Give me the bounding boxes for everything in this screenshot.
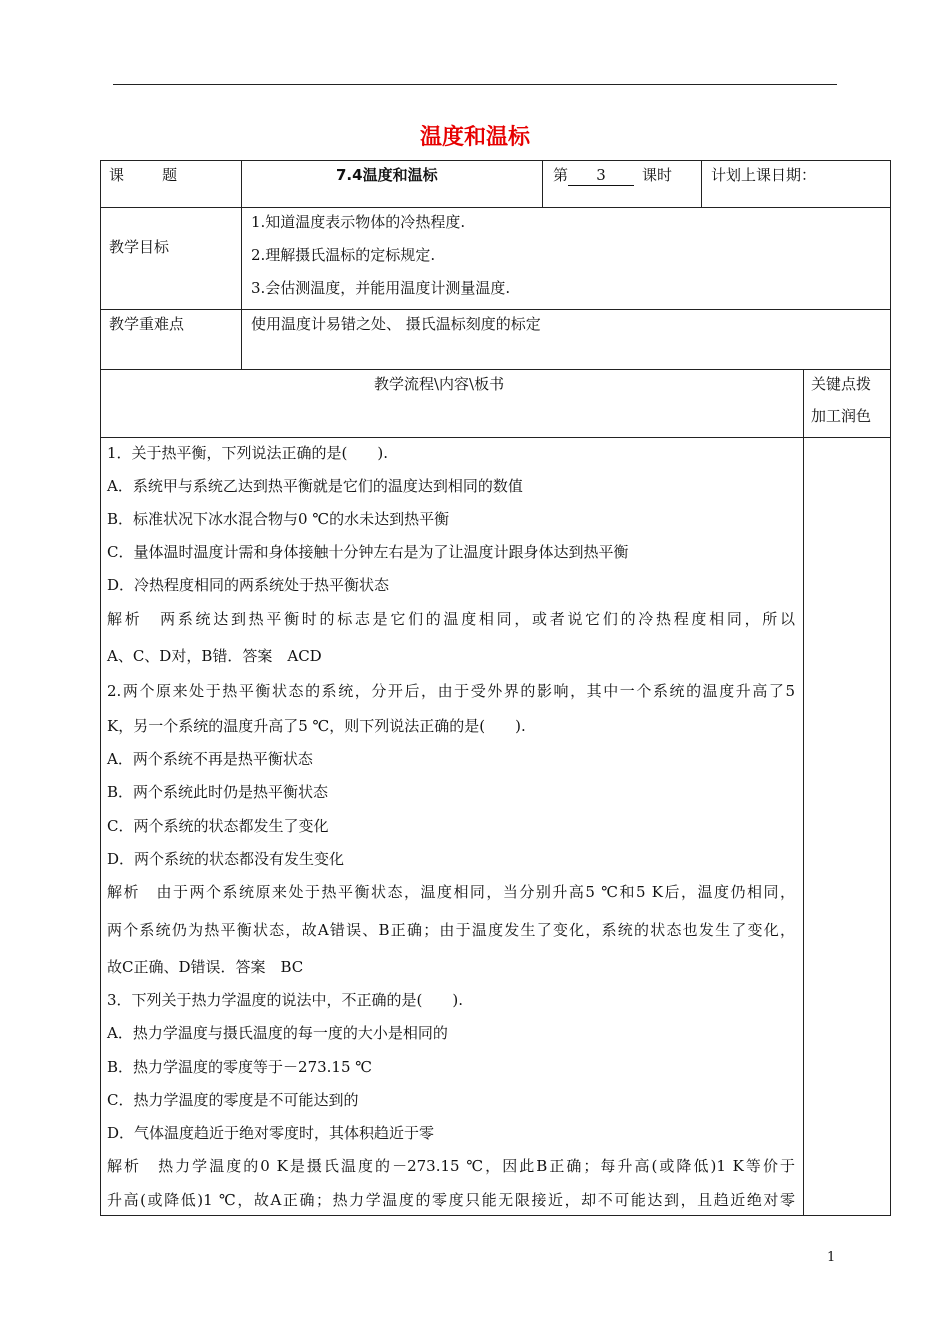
period-value: 3 — [568, 165, 634, 186]
key-points-label: 教学重难点 — [109, 315, 185, 333]
content-line: D．两个系统的状态都没有发生变化 — [107, 850, 345, 868]
content-line: D．冷热程度相同的两系统处于热平衡状态 — [107, 576, 390, 594]
content-line: C．热力学温度的零度是不可能达到的 — [107, 1091, 359, 1109]
content-line: D．气体温度趋近于绝对零度时，其体积趋近于零 — [107, 1124, 435, 1142]
goal-item: 2.理解摄氏温标的定标规定. — [251, 246, 436, 264]
lesson-title: 7.4温度和温标 — [336, 166, 438, 184]
goals-label: 教学目标 — [109, 238, 170, 256]
header-rule — [113, 84, 837, 85]
table-border-left — [100, 160, 101, 1216]
subject-label: 课 题 — [109, 166, 178, 184]
content-line: 3．下列关于热力学温度的说法中，不正确的是( ). — [107, 991, 464, 1009]
col-divider-date — [701, 160, 702, 208]
goal-item: 1.知道温度表示物体的冷热程度. — [251, 213, 466, 231]
period-suffix: 课时 — [642, 166, 673, 184]
period-prefix: 第 — [553, 166, 569, 184]
plan-date-label: 计划上课日期： — [711, 166, 817, 184]
content-line: 升高(或降低)1 ℃，故A正确；热力学温度的零度只能无限接近，却不可能达到，且趋近绝对零 — [107, 1191, 795, 1209]
page-number: 1 — [827, 1250, 836, 1265]
row-divider-2 — [100, 309, 891, 310]
content-line: A．热力学温度与摄氏温度的每一度的大小是相同的 — [107, 1024, 448, 1042]
goal-item: 3.会估测温度，并能用温度计测量温度. — [251, 279, 511, 297]
row-divider-3 — [100, 369, 891, 370]
period-field — [553, 165, 672, 186]
content-line: C．两个系统的状态都发生了变化 — [107, 817, 329, 835]
content-line: 两个系统仍为热平衡状态，故A错误、B正确；由于温度发生了变化，系统的状态也发生了变化， — [107, 921, 795, 939]
document-title: 温度和温标 — [419, 125, 530, 150]
content-line: 2.两个原来处于热平衡状态的系统，分开后，由于受外界的影响，其中一个系统的温度升高了5 — [107, 682, 795, 700]
key-points-text: 使用温度计易错之处、 摄氏温标刻度的标定 — [251, 315, 541, 333]
content-line: B．两个系统此时仍是热平衡状态 — [107, 783, 329, 801]
content-line: 故C正确、D错误．答案 BC — [107, 958, 304, 976]
col-divider-label — [241, 160, 242, 370]
col-divider-side — [803, 369, 804, 1216]
table-border-top — [100, 160, 891, 161]
row-divider-4 — [100, 437, 891, 438]
content-line: 解析 热力学温度的0 K是摄氏温度的－273.15 ℃，因此B正确；每升高(或降低)1 K等价于 — [107, 1157, 795, 1175]
content-line: C．量体温时温度计需和身体接触十分钟左右是为了让温度计跟身体达到热平衡 — [107, 543, 629, 561]
side-header-1: 关键点拨 — [811, 375, 872, 393]
content-line: B．热力学温度的零度等于－273.15 ℃ — [107, 1058, 373, 1076]
content-line: A．两个系统不再是热平衡状态 — [107, 750, 313, 768]
table-border-right — [890, 160, 891, 1216]
flow-header: 教学流程\内容\板书 — [374, 375, 505, 393]
content-line: 解析 两系统达到热平衡时的标志是它们的温度相同，或者说它们的冷热程度相同，所以 — [107, 610, 795, 628]
col-divider-period — [542, 160, 543, 208]
content-line: A、C、D对，B错．答案 ACD — [107, 647, 322, 665]
row-divider-1 — [100, 207, 891, 208]
table-border-bottom — [100, 1215, 891, 1216]
content-line: A．系统甲与系统乙达到热平衡就是它们的温度达到相同的数值 — [107, 477, 523, 495]
side-header-2: 加工润色 — [811, 407, 872, 425]
content-line: 1．关于热平衡，下列说法正确的是( ). — [107, 444, 389, 462]
content-line: B．标准状况下冰水混合物与0 ℃的水未达到热平衡 — [107, 510, 450, 528]
content-line: K，另一个系统的温度升高了5 ℃，则下列说法正确的是( ). — [107, 717, 526, 735]
content-line: 解析 由于两个系统原来处于热平衡状态，温度相同，当分别升高5 ℃和5 K后，温度仍相同， — [107, 883, 795, 901]
